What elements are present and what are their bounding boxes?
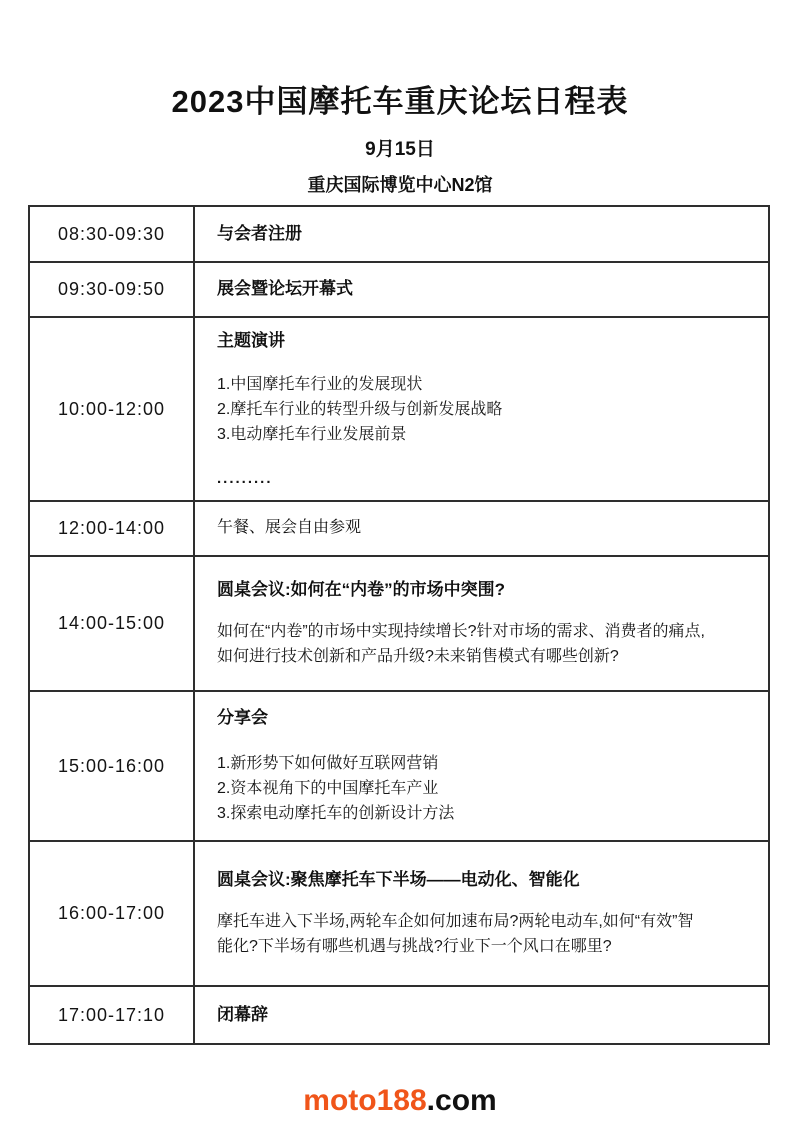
time-text: 12:00-14:00 — [57, 518, 166, 538]
table-row-registration — [30, 207, 768, 263]
agenda-item: 3.电动摩托车行业发展前景 — [217, 425, 407, 443]
session-title: 圆桌会议:聚焦摩托车下半场——电动化、智能化 — [217, 870, 580, 890]
session-title: 与会者注册 — [217, 223, 302, 243]
time-text: 17:00-17:10 — [57, 1004, 166, 1025]
content-cell — [195, 207, 768, 261]
time-cell — [30, 692, 195, 840]
time-cell — [30, 318, 195, 500]
table-row-opening — [30, 263, 768, 318]
content-cell — [195, 692, 768, 840]
session-description-line: 如何进行技术创新和产品升级?未来销售模式有哪些创新? — [217, 648, 619, 666]
table-row-roundtable-2 — [30, 842, 768, 987]
agenda-item: 1.中国摩托车行业的发展现状 — [217, 376, 423, 394]
time-text: 09:30-09:50 — [57, 279, 166, 299]
table-row-sharing — [30, 692, 768, 842]
table-row-lunch — [30, 502, 768, 557]
session-title: 分享会 — [217, 708, 268, 728]
ellipsis-text: ......... — [217, 469, 273, 487]
time-text: 15:00-16:00 — [57, 755, 166, 776]
time-cell — [30, 502, 195, 555]
time-cell — [30, 557, 195, 690]
agenda-item: 2.摩托车行业的转型升级与创新发展战略 — [217, 401, 503, 419]
content-cell — [195, 318, 768, 500]
time-cell — [30, 842, 195, 985]
time-cell — [30, 207, 195, 261]
spacer — [217, 731, 750, 752]
time-cell — [30, 987, 195, 1043]
session-description-line: 能化?下半场有哪些机遇与挑战?行业下一个风口在哪里? — [217, 938, 612, 956]
schedule-table — [28, 205, 770, 1045]
event-date: 9月15日 — [365, 139, 435, 160]
table-row-roundtable-1 — [30, 557, 768, 692]
content-cell — [195, 987, 768, 1043]
session-title: 圆桌会议:如何在“内卷”的市场中突围? — [217, 580, 506, 600]
spacer — [217, 354, 750, 373]
agenda-item: 1.新形势下如何做好互联网营销 — [217, 755, 439, 773]
session-title: 闭幕辞 — [217, 1004, 268, 1024]
content-cell — [195, 557, 768, 690]
agenda-item: 3.探索电动摩托车的创新设计方法 — [217, 805, 455, 823]
event-venue: 重庆国际博览中心N2馆 — [307, 175, 493, 195]
spacer — [217, 448, 750, 467]
session-title: 展会暨论坛开幕式 — [217, 279, 353, 299]
content-cell — [195, 263, 768, 316]
content-cell — [195, 842, 768, 985]
agenda-item: 2.资本视角下的中国摩托车产业 — [217, 780, 439, 798]
table-row-closing — [30, 987, 768, 1043]
brand-name: moto188 — [303, 1084, 427, 1117]
time-text: 10:00-12:00 — [57, 398, 166, 419]
session-title: 主题演讲 — [217, 331, 285, 350]
spacer — [217, 603, 750, 620]
content-cell — [195, 502, 768, 555]
time-text: 16:00-17:00 — [57, 903, 166, 923]
session-description-line: 摩托车进入下半场,两轮车企如何加速布局?两轮电动车,如何“有效”智 — [217, 913, 694, 931]
time-text: 08:30-09:30 — [57, 223, 166, 244]
brand-suffix: .com — [426, 1084, 497, 1117]
table-row-keynote — [30, 318, 768, 502]
watermark — [0, 1084, 800, 1118]
page-title: 2023中国摩托车重庆论坛日程表 — [171, 84, 629, 119]
time-cell — [30, 263, 195, 316]
spacer — [217, 893, 750, 910]
time-text: 14:00-15:00 — [57, 613, 166, 633]
session-description-line: 如何在“内卷”的市场中实现持续增长?针对市场的需求、消费者的痛点, — [217, 623, 706, 641]
session-title: 午餐、展会自由参观 — [217, 519, 362, 537]
page-header — [0, 76, 800, 197]
